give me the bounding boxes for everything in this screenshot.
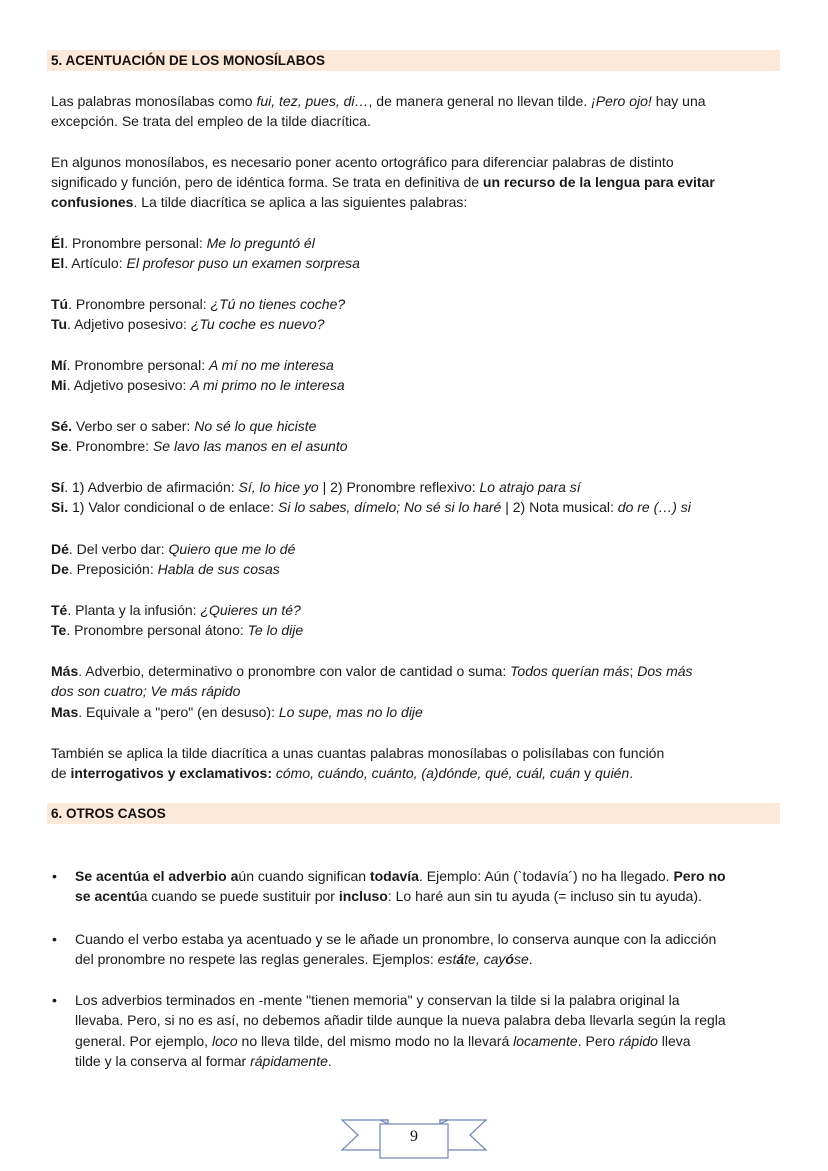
text: lleva xyxy=(657,1033,691,1049)
pair-desc: . Planta y la infusión: xyxy=(67,602,201,618)
pair-example: Sí, lo hice yo xyxy=(238,479,319,495)
pair-word: Tú xyxy=(51,296,69,312)
pair-word: Tu xyxy=(51,316,68,332)
pair-desc: . Pronombre personal: xyxy=(66,357,209,373)
bold-text: un recurso de la lengua para evitar xyxy=(482,174,715,190)
pair-word: Más xyxy=(51,663,79,679)
pair-word: Mí xyxy=(51,357,67,373)
bullet-icon: • xyxy=(52,992,57,1008)
bullet2-line-1: Cuando el verbo estaba ya acentuado y se le añade un pronombre, lo conserva aunque con la adicción xyxy=(75,931,717,947)
pair-desc: . Adjetivo posesivo: xyxy=(66,377,191,393)
pair-example: Lo atrajo para sí xyxy=(479,479,581,495)
bold-text: se acentú xyxy=(75,888,140,904)
para2-line-3 xyxy=(51,192,467,212)
pair-de-accent xyxy=(51,539,295,559)
italic-example: rápido xyxy=(618,1033,658,1049)
pair-example: A mí no me interesa xyxy=(208,357,334,373)
text: general. Por ejemplo, xyxy=(75,1033,212,1049)
italic-emphasis: ¡Pero ojo! xyxy=(591,93,652,109)
pair-mas-plain xyxy=(51,702,423,722)
pair-si-accent xyxy=(51,477,581,497)
pair-word: De xyxy=(51,561,69,577)
pair-example: Se lavo las manos en el asunto xyxy=(152,438,348,454)
pair-el-accent xyxy=(51,233,315,253)
pair-example: El profesor puso un examen sorpresa xyxy=(126,255,360,271)
bullet3-line-2: llevaba. Pero, si no es así, no debemos añadir tilde aunque la nueva palabra deba llevarla según la regla xyxy=(75,1012,726,1028)
text: | 2) Nota musical: xyxy=(501,499,618,515)
text: . xyxy=(528,951,533,967)
bold-text: interrogativos y exclamativos: xyxy=(70,765,272,781)
bullet3-line-3 xyxy=(75,1031,691,1051)
pair-example: Lo supe, mas no lo dije xyxy=(278,704,423,720)
pair-word: Si. xyxy=(51,499,69,515)
text: a cuando se puede sustituir por xyxy=(139,888,339,904)
italic-example: rápidamente xyxy=(250,1053,328,1069)
text: . Equivale a "pero" (en desuso): xyxy=(78,704,279,720)
pair-example: Te lo dije xyxy=(247,622,304,638)
text: . Adverbio, determinativo o pronombre con valor de cantidad o suma: xyxy=(78,663,511,679)
pair-word: Sé. xyxy=(51,418,73,434)
pair-example: Si lo sabes, dímelo; No sé si lo haré xyxy=(278,499,502,515)
text: ; xyxy=(629,663,638,679)
pair-desc: . Pronombre: xyxy=(68,438,153,454)
pair-desc: . Pronombre personal: xyxy=(68,296,211,312)
pair-word: Mas xyxy=(51,704,79,720)
text: tilde y la conserva al formar xyxy=(75,1053,251,1069)
bullet-icon: • xyxy=(52,868,57,884)
text: , de manera general no llevan tilde. xyxy=(368,93,592,109)
text: hay una xyxy=(651,93,706,109)
italic-bold-accent: á xyxy=(456,951,465,967)
intro-line-2: excepción. Se trata del empleo de la tilde diacrítica. xyxy=(51,113,371,129)
pair-example: ¿Tú no tienes coche? xyxy=(210,296,346,312)
section-5-header: 5. ACENTUACIÓN DE LOS MONOSÍLABOS xyxy=(47,50,780,71)
pair-word: Mi xyxy=(51,377,67,393)
pair-de-plain xyxy=(51,559,280,579)
pair-example: ¿Quieres un té? xyxy=(200,602,301,618)
pair-word: Sí xyxy=(51,479,65,495)
text: no lleva tilde, del mismo modo no la llevará xyxy=(237,1033,514,1049)
text: ún cuando significan xyxy=(238,868,370,884)
pair-word: Dé xyxy=(51,541,69,557)
pair-example: do re (…) si xyxy=(617,499,691,515)
intro-line-1 xyxy=(51,91,706,111)
text: . Ejemplo: Aún (`todavía´) no ha llegado. xyxy=(418,868,674,884)
bold-text: confusiones xyxy=(51,194,134,210)
pair-example: Me lo preguntó él xyxy=(206,235,315,251)
text: significado y función, pero de idéntica forma. Se trata en definitiva de xyxy=(51,174,483,190)
pair-word: Te xyxy=(51,622,67,638)
italic-examples: cómo, cuándo, cuánto, (a)dónde, qué, cuál, cuán xyxy=(272,765,581,781)
text: | 2) Pronombre reflexivo: xyxy=(318,479,480,495)
pair-example: Quiero que me lo dé xyxy=(168,541,296,557)
text: Las palabras monosílabas como xyxy=(51,93,257,109)
pair-desc: . Pronombre personal: xyxy=(64,235,207,251)
section-6-header: 6. OTROS CASOS xyxy=(47,803,780,824)
italic-example: est xyxy=(437,951,457,967)
text: 1) Valor condicional o de enlace: xyxy=(68,499,278,515)
pair-tu-plain xyxy=(51,314,324,334)
italic-example: se xyxy=(513,951,529,967)
pair-desc: . Pronombre personal átono: xyxy=(66,622,248,638)
text: y xyxy=(580,765,595,781)
bullet2-line-2 xyxy=(75,949,533,969)
pair-mas-accent-cont: dos son cuatro; Ve más rápido xyxy=(51,683,241,699)
para2-line-1: En algunos monosílabos, es necesario poner acento ortográfico para diferenciar palabras de distinto xyxy=(51,154,674,170)
bullet-icon: • xyxy=(52,931,57,947)
pair-si-plain xyxy=(51,497,691,517)
pair-example: A mi primo no le interesa xyxy=(190,377,345,393)
pair-mas-accent xyxy=(51,661,693,681)
italic-example: loco xyxy=(211,1033,238,1049)
pair-mi-plain xyxy=(51,375,345,395)
bold-text: Pero no xyxy=(673,868,726,884)
bullet1-line-2 xyxy=(75,886,702,906)
italic-examples: fui, tez, pues, di… xyxy=(256,93,369,109)
pair-se-accent xyxy=(51,416,316,436)
italic-bold-accent: ó xyxy=(505,951,514,967)
pair-mi-accent xyxy=(51,355,334,375)
para2-line-2 xyxy=(51,172,715,192)
text: . xyxy=(327,1053,332,1069)
text: de xyxy=(51,765,71,781)
page-number: 9 xyxy=(410,1128,418,1145)
pair-tu-accent xyxy=(51,294,345,314)
pair-desc: Verbo ser o saber: xyxy=(72,418,195,434)
bold-text: incluso xyxy=(338,888,388,904)
pair-te-accent xyxy=(51,600,301,620)
pair-te-plain xyxy=(51,620,303,640)
pair-word: Él xyxy=(51,235,65,251)
italic-example: locamente xyxy=(513,1033,578,1049)
text: . xyxy=(629,765,634,781)
tambien-line-2 xyxy=(51,763,633,783)
pair-se-plain xyxy=(51,436,348,456)
pair-example: Habla de sus cosas xyxy=(157,561,280,577)
text: . Pero xyxy=(577,1033,619,1049)
text: . La tilde diacrítica se aplica a las siguientes palabras: xyxy=(133,194,468,210)
pair-word: Té xyxy=(51,602,68,618)
bullet3-line-4 xyxy=(75,1051,332,1071)
pair-word: Se xyxy=(51,438,69,454)
pair-desc: . Adjetivo posesivo: xyxy=(67,316,191,332)
pair-desc: . Del verbo dar: xyxy=(68,541,169,557)
pair-example: No sé lo que hiciste xyxy=(194,418,317,434)
text: . 1) Adverbio de afirmación: xyxy=(64,479,239,495)
bullet3-line-1: Los adverbios terminados en -mente "tienen memoria" y conservan la tilde si la palabra original la xyxy=(75,992,680,1008)
italic-example: te, cay xyxy=(464,951,506,967)
pair-desc: . Preposición: xyxy=(68,561,158,577)
pair-word: El xyxy=(51,255,65,271)
pair-el-plain xyxy=(51,253,360,273)
bold-text: todavía xyxy=(369,868,419,884)
text: : Lo haré aun sin tu ayuda (= incluso sin tu ayuda). xyxy=(387,888,702,904)
pair-example: Dos más xyxy=(637,663,693,679)
pair-example: ¿Tu coche es nuevo? xyxy=(190,316,325,332)
bullet1-line-1 xyxy=(75,866,726,886)
pair-desc: . Artículo: xyxy=(64,255,127,271)
tambien-line-1: También se aplica la tilde diacrítica a unas cuantas palabras monosílabas o polisílabas con función xyxy=(51,745,665,761)
text: del pronombre no respete las reglas generales. Ejemplos: xyxy=(75,951,438,967)
bold-text: Se acentúa el adverbio a xyxy=(75,868,239,884)
pair-example: Todos querían más xyxy=(510,663,630,679)
italic-examples: quién xyxy=(595,765,630,781)
